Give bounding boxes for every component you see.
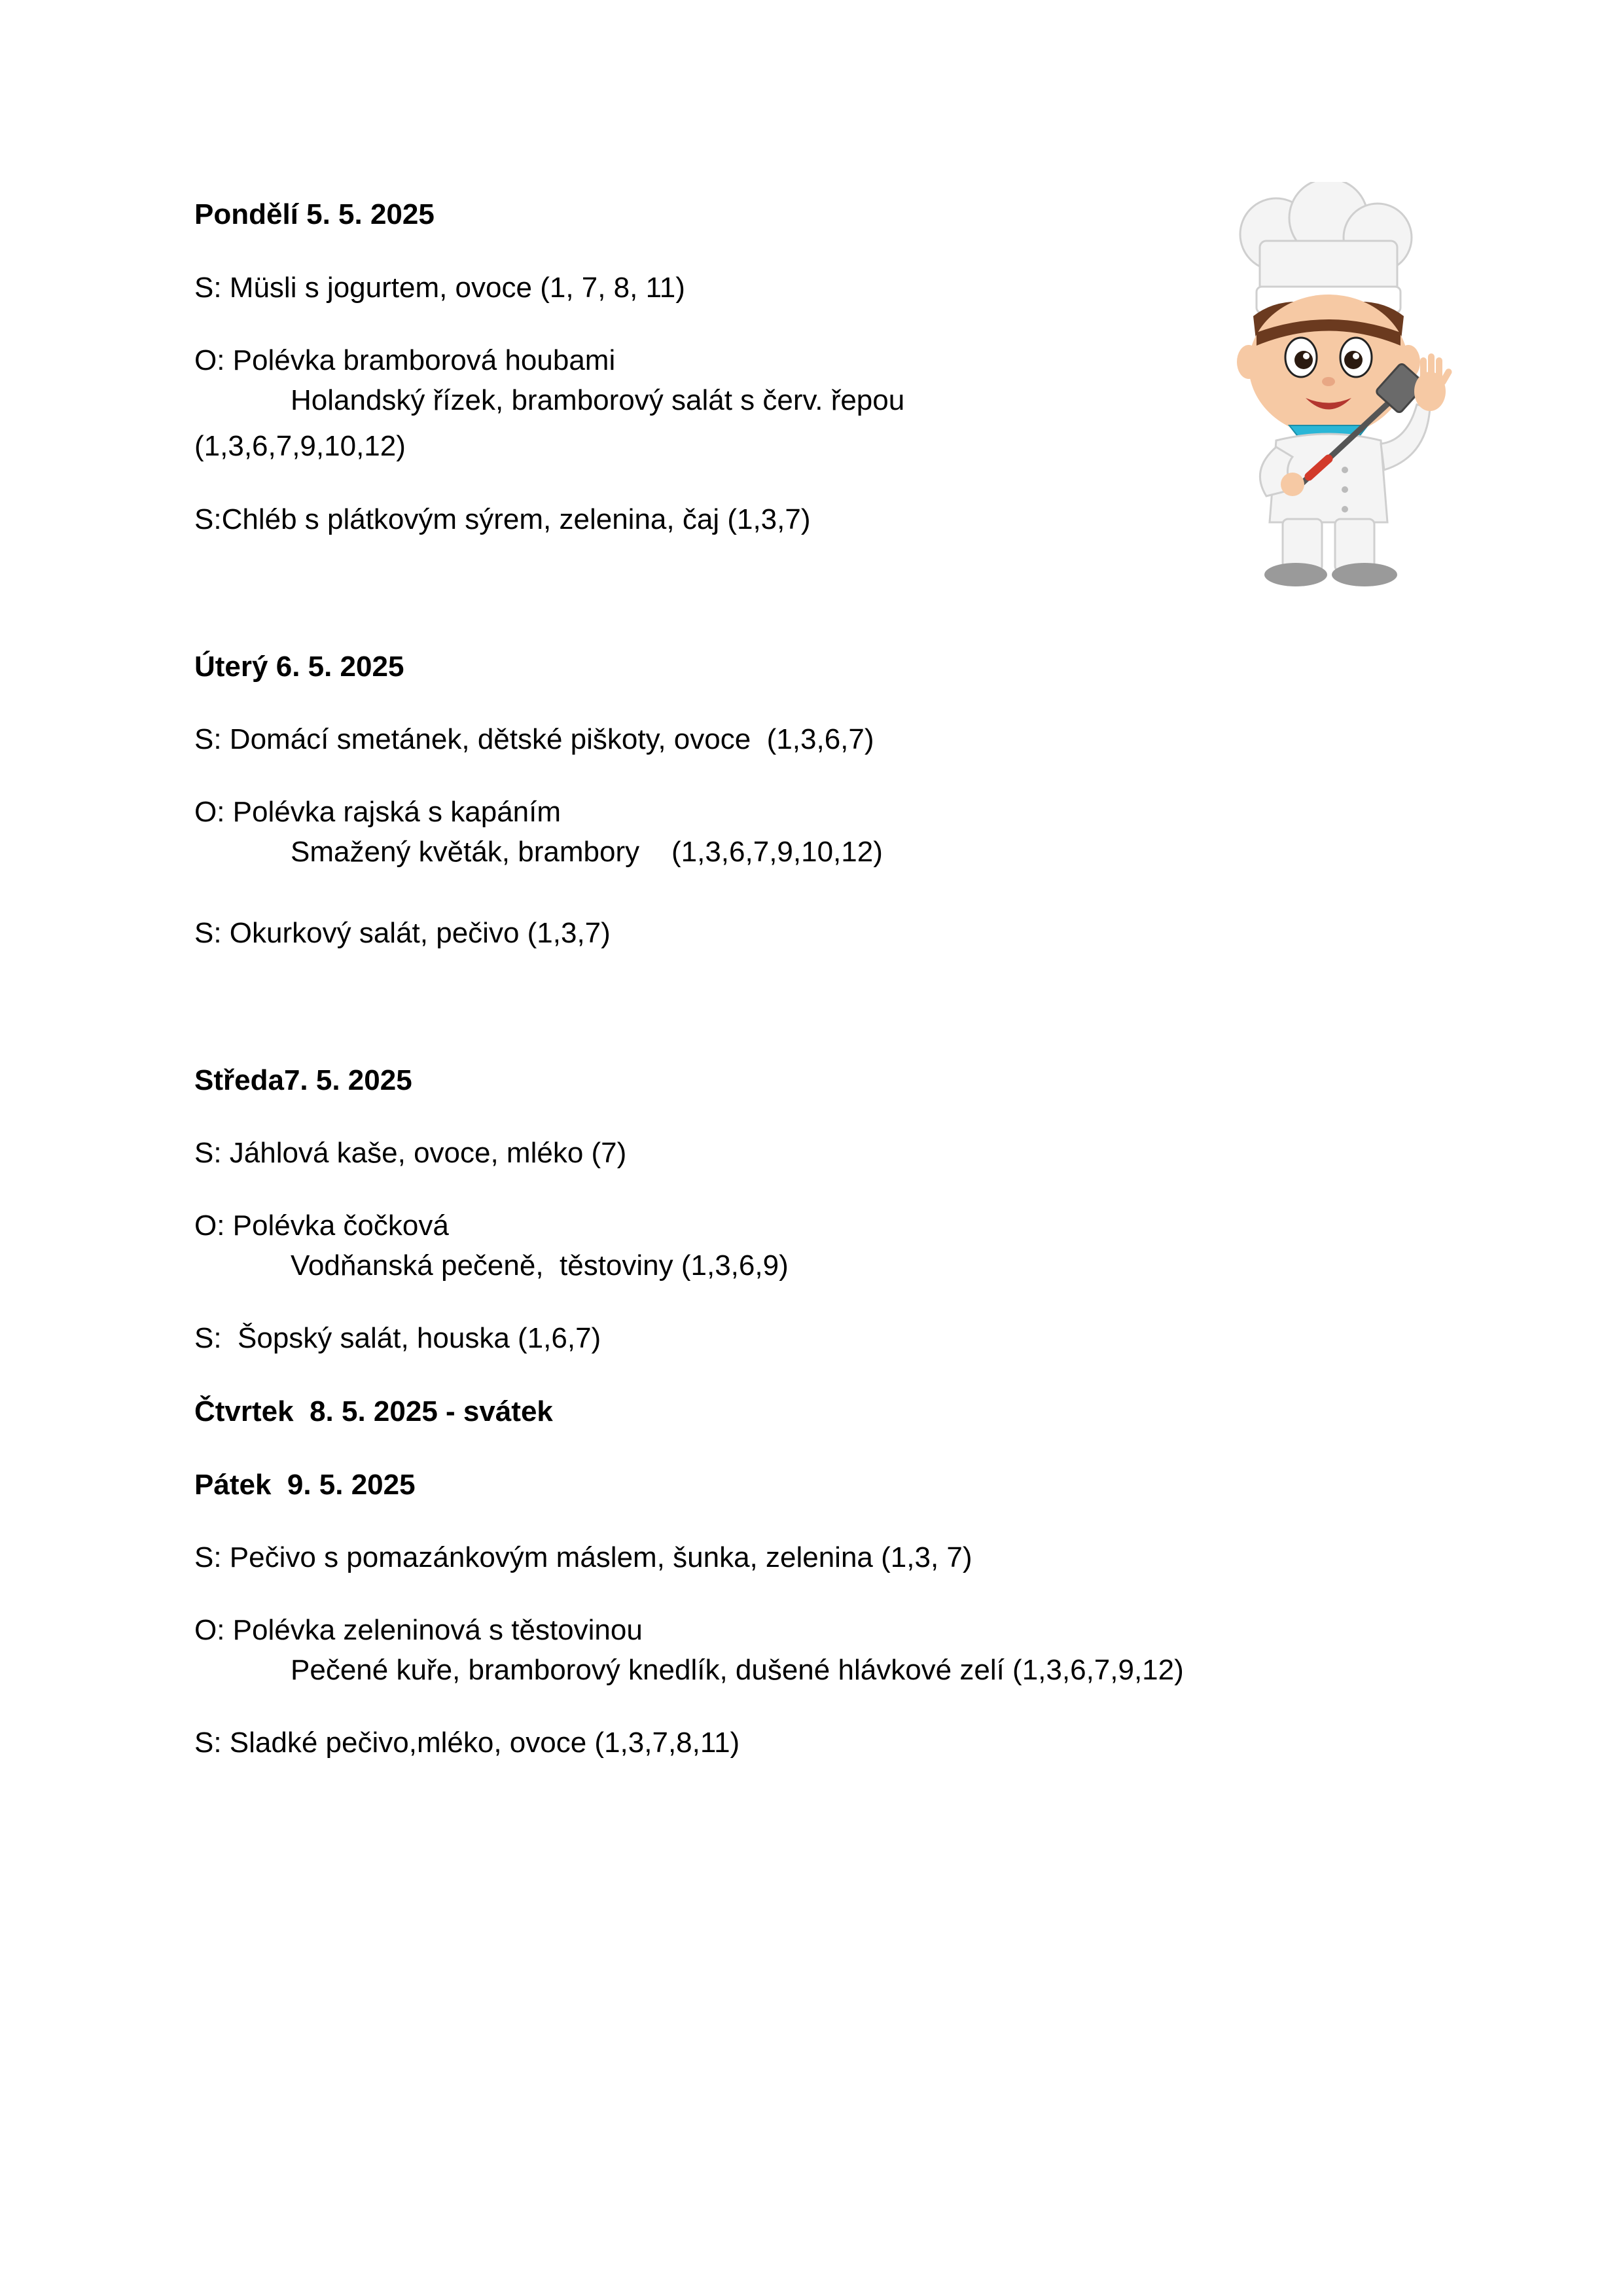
friday-lunch-soup: O: Polévka zeleninová s těstovinou	[194, 1614, 643, 1646]
tuesday-snack: S: Okurkový salát, pečivo (1,3,7)	[194, 917, 611, 949]
friday-snack: S: Sladké pečivo,mléko, ovoce (1,3,7,8,11)	[194, 1727, 740, 1759]
day-heading-thursday: Čtvrtek 8. 5. 2025 - svátek	[194, 1395, 553, 1427]
chef-hat	[1240, 182, 1412, 313]
monday-snack: S:Chléb s plátkovým sýrem, zelenina, čaj (1,3,7)	[194, 503, 811, 535]
friday-breakfast: S: Pečivo s pomazánkovým máslem, šunka, zelenina (1,3, 7)	[194, 1541, 972, 1573]
wednesday-breakfast: S: Jáhlová kaše, ovoce, mléko (7)	[194, 1137, 627, 1169]
wednesday-lunch-soup: O: Polévka čočková	[194, 1210, 449, 1242]
day-heading-wednesday: Středa7. 5. 2025	[194, 1064, 412, 1096]
chef-cartoon-icon	[1178, 182, 1479, 594]
tuesday-lunch-soup: O: Polévka rajská s kapáním	[194, 796, 562, 828]
tuesday-breakfast: S: Domácí smetánek, dětské piškoty, ovoce (1,3,6,7)	[194, 723, 874, 755]
day-heading-tuesday: Úterý 6. 5. 2025	[194, 651, 404, 683]
day-heading-monday: Pondělí 5. 5. 2025	[194, 198, 435, 230]
monday-lunch-soup: O: Polévka bramborová houbami	[194, 344, 616, 376]
monday-lunch-main: Holandský řízek, bramborový salát s červ. řepou	[291, 384, 905, 416]
wednesday-lunch-main: Vodňanská pečeně, těstoviny (1,3,6,9)	[291, 1249, 789, 1282]
monday-breakfast: S: Müsli s jogurtem, ovoce (1, 7, 8, 11)	[194, 272, 685, 304]
tuesday-lunch-main: Smažený květák, brambory (1,3,6,7,9,10,12)	[291, 836, 883, 868]
day-heading-friday: Pátek 9. 5. 2025	[194, 1469, 416, 1501]
monday-lunch-allergens: (1,3,6,7,9,10,12)	[194, 430, 406, 462]
wednesday-snack: S: Šopský salát, houska (1,6,7)	[194, 1322, 601, 1354]
friday-lunch-main: Pečené kuře, bramborový knedlík, dušené hlávkové zelí (1,3,6,7,9,12)	[291, 1654, 1184, 1686]
